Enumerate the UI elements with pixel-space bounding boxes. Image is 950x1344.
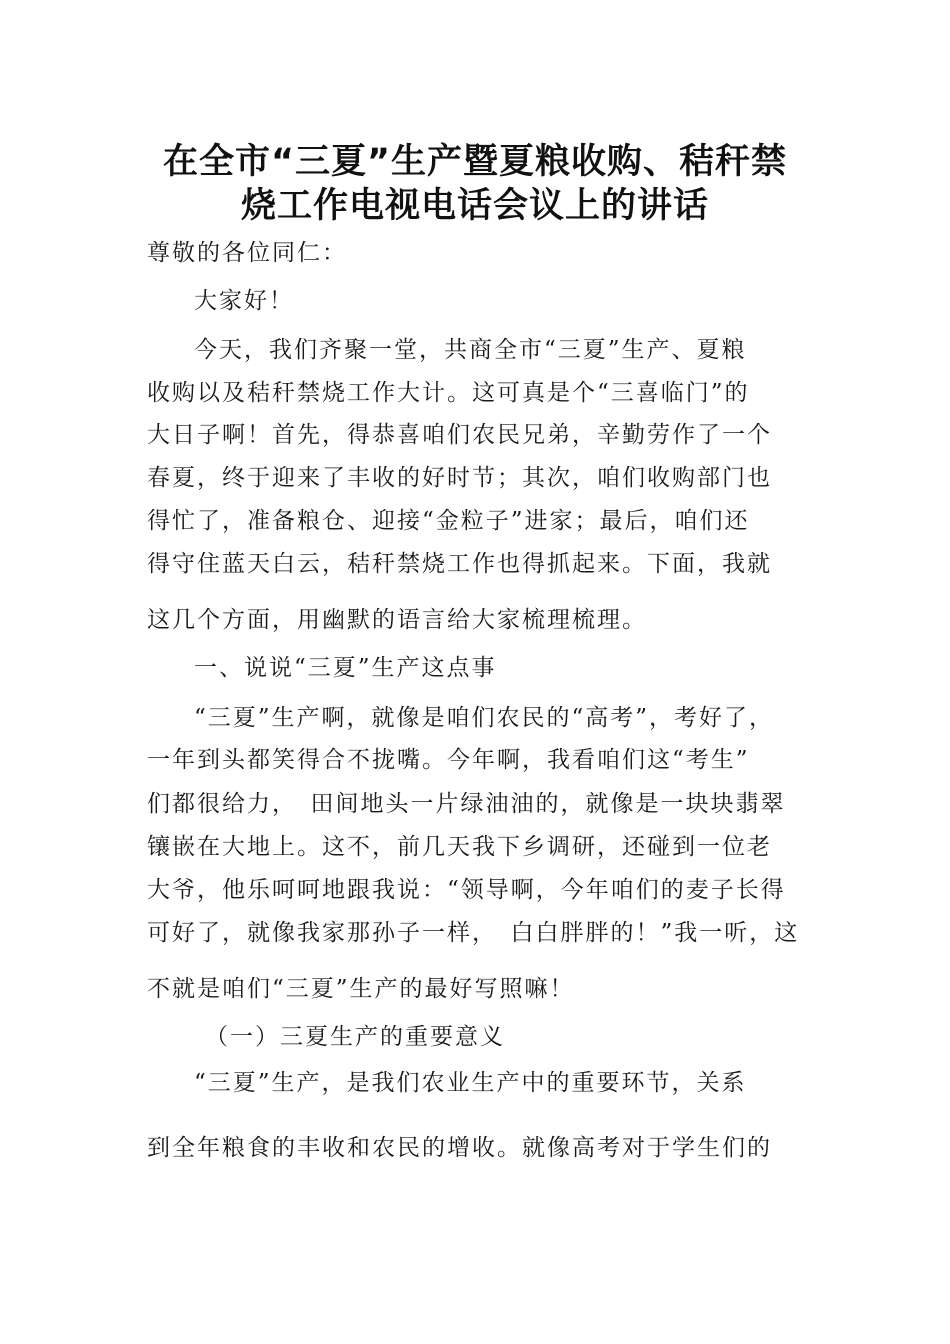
- paragraph-2-line-6: 可好了，就像我家那孙子一样， 白白胖胖的！”我一听，这: [147, 920, 800, 946]
- paragraph-1-line-2: 收购以及秸秆禁烧工作大计。这可真是个“三喜临门”的: [147, 380, 750, 406]
- section-1-heading: 一、说说“三夏”生产这点事: [194, 655, 497, 681]
- paragraph-2-line-2: 一年到头都笑得合不拢嘴。今年啊，我看咱们这“考生”: [147, 747, 750, 773]
- paragraph-1-line-4: 春夏，终于迎来了丰收的好时节；其次，咱们收购部门也: [147, 465, 772, 491]
- salutation: 尊敬的各位同仁：: [147, 240, 347, 266]
- paragraph-1-line-1: 今天，我们齐聚一堂，共商全市“三夏”生产、夏粮: [194, 337, 747, 363]
- paragraph-1-line-6: 得守住蓝天白云，秸秆禁烧工作也得抓起来。下面，我就: [147, 551, 772, 577]
- paragraph-2-line-1: “三夏”生产啊，就像是咱们农民的“高考”，考好了，: [194, 705, 775, 731]
- paragraph-3-line-2: 到全年粮食的丰收和农民的增收。就像高考对于学生们的: [147, 1135, 772, 1161]
- paragraph-1-line-7: 这几个方面，用幽默的语言给大家梳理梳理。: [147, 607, 647, 633]
- greeting: 大家好！: [194, 288, 294, 314]
- paragraph-1-line-5: 得忙了，准备粮仓、迎接“金粒子”进家；最后，咱们还: [147, 508, 750, 534]
- paragraph-2-line-3: 们都很给力， 田间地头一片绿油油的，就像是一块块翡翠: [147, 791, 786, 817]
- paragraph-1-line-3: 大日子啊！首先，得恭喜咱们农民兄弟，辛勤劳作了一个: [147, 422, 772, 448]
- paragraph-2-line-7: 不就是咱们“三夏”生产的最好写照嘛！: [147, 976, 575, 1002]
- document-title-line-1: 在全市“三夏”生产暨夏粮收购、秸秆禁: [162, 142, 787, 182]
- paragraph-2-line-5: 大爷，他乐呵呵地跟我说：“领导啊，今年咱们的麦子长得: [147, 877, 786, 903]
- paragraph-3-line-1: “三夏”生产，是我们农业生产中的重要环节，关系: [194, 1070, 747, 1096]
- paragraph-2-line-4: 镶嵌在大地上。这不，前几天我下乡调研，还碰到一位老: [147, 834, 772, 860]
- document-title-line-2: 烧工作电视电话会议上的讲话: [240, 186, 709, 226]
- subsection-1-heading: （一）三夏生产的重要意义: [205, 1024, 505, 1050]
